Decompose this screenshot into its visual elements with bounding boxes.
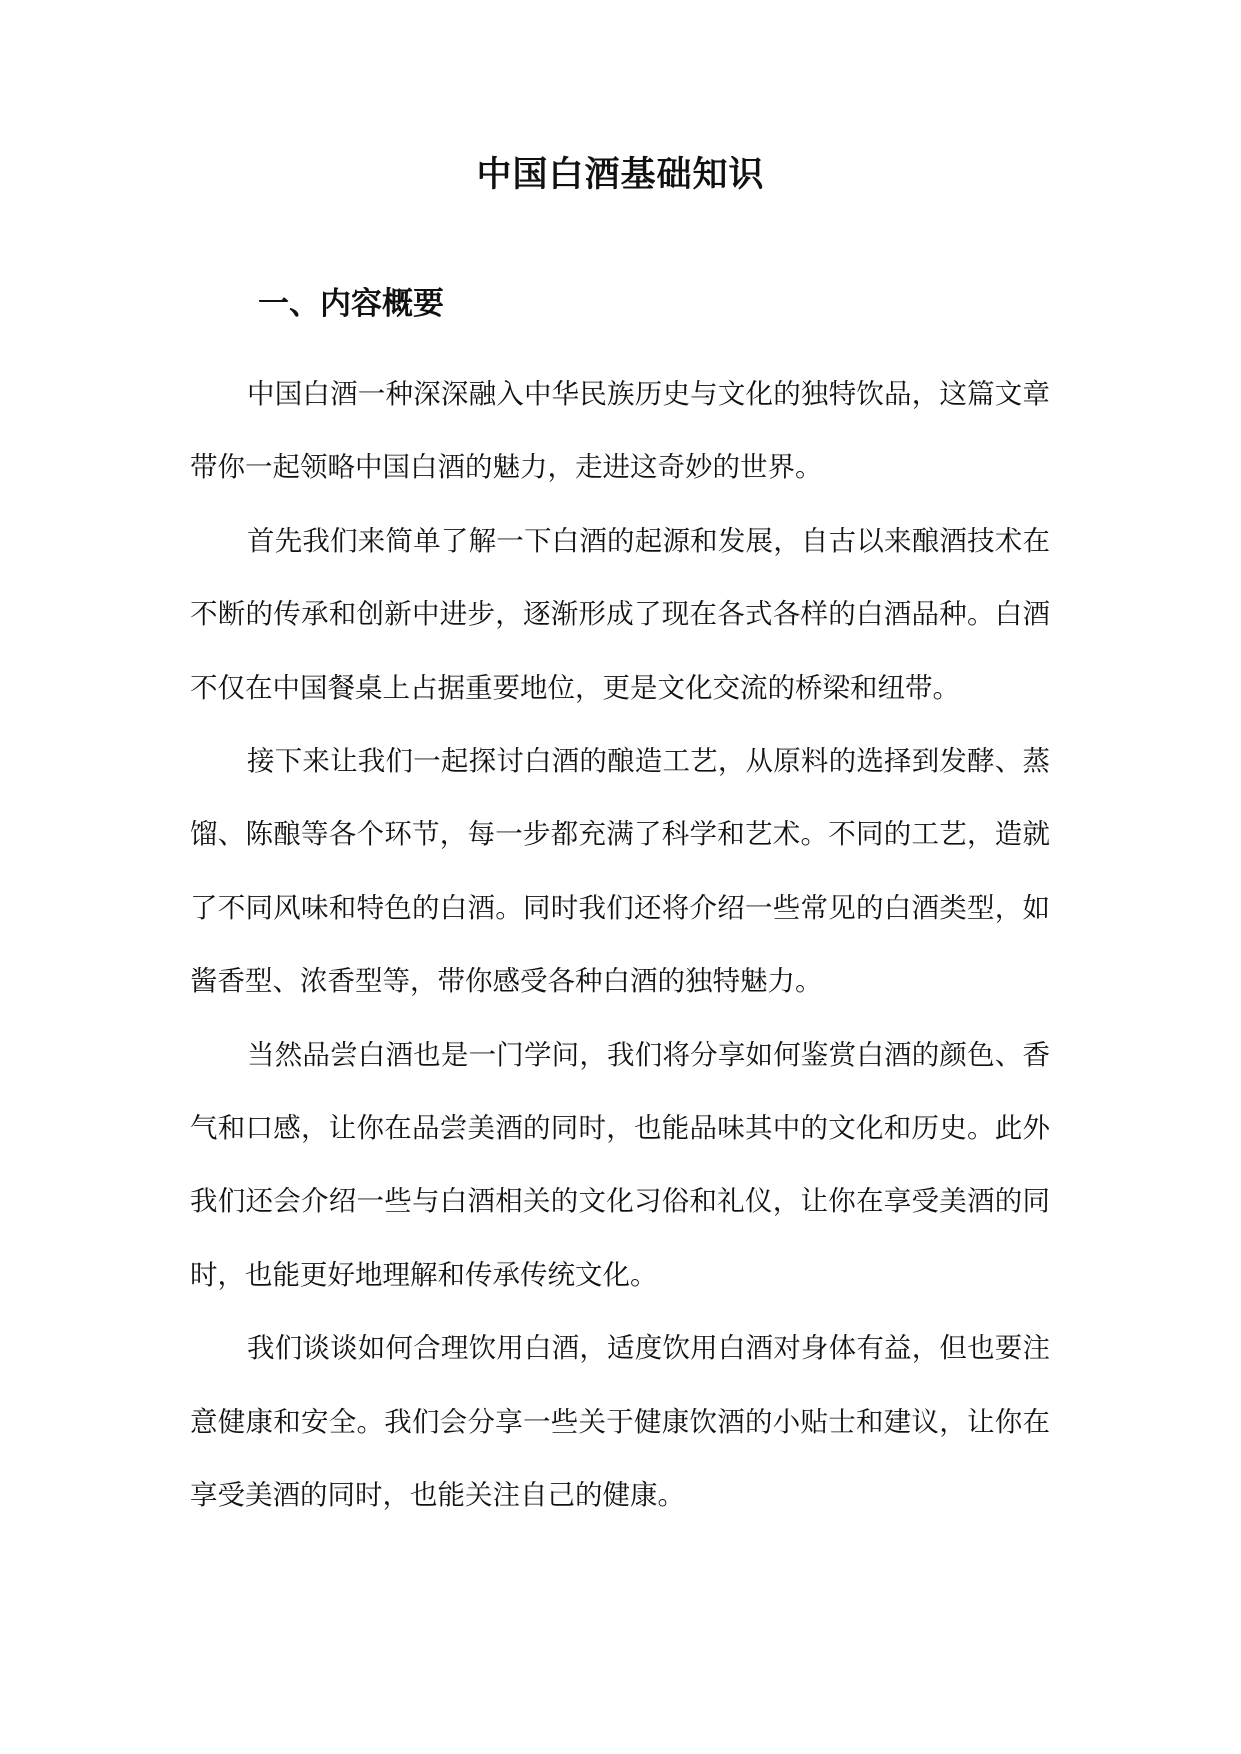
paragraph: 首先我们来简单了解一下白酒的起源和发展，自古以来酿酒技术在不断的传承和创新中进步，逐渐形成了现在各式各样的白酒品种。白酒不仅在中国餐桌上占据重要地位，更是文化交流的桥梁和纽带。	[190, 524, 1050, 704]
paragraph: 当然品尝白酒也是一门学问，我们将分享如何鉴赏白酒的颜色、香气和口感，让你在品尝美酒的同时，也能品味其中的文化和历史。此外我们还会介绍一些与白酒相关的文化习俗和礼仪，让你在享受美酒的同时，也能更好地理解和传承传统文化。	[190, 1038, 1050, 1291]
section-heading: 一、内容概要	[258, 286, 444, 322]
paragraph: 接下来让我们一起探讨白酒的酿造工艺，从原料的选择到发酵、蒸馏、陈酿等各个环节，每一步都充满了科学和艺术。不同的工艺，造就了不同风味和特色的白酒。同时我们还将介绍一些常见的白酒类型，如酱香型、浓香型等，带你感受各种白酒的独特魅力。	[190, 745, 1050, 998]
document-title: 中国白酒基础知识	[476, 154, 765, 195]
paragraph: 我们谈谈如何合理饮用白酒，适度饮用白酒对身体有益，但也要注意健康和安全。我们会分享一些关于健康饮酒的小贴士和建议，让你在享受美酒的同时，也能关注自己的健康。	[190, 1332, 1050, 1512]
section-body	[190, 358, 1050, 1533]
paragraph: 中国白酒一种深深融入中华民族历史与文化的独特饮品，这篇文章带你一起领略中国白酒的魅力，走进这奇妙的世界。	[190, 378, 1050, 484]
